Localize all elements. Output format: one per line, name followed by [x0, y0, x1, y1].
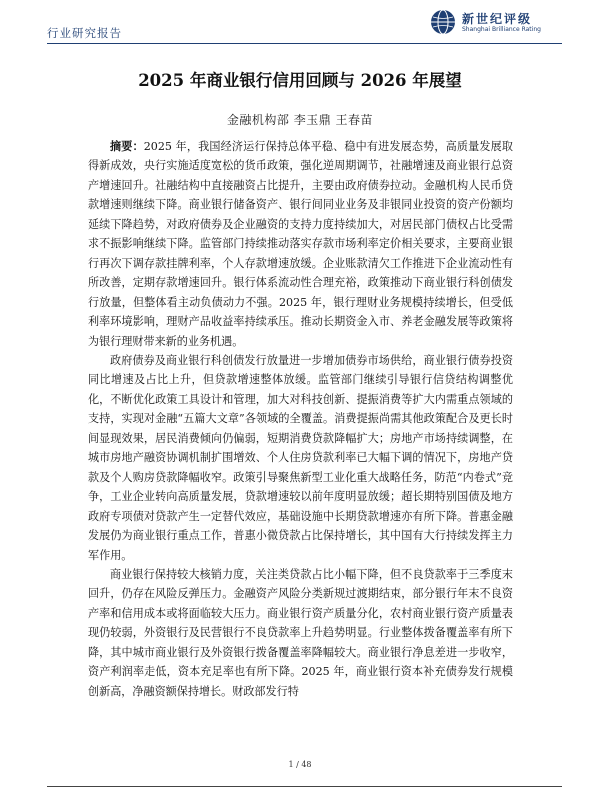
body-text: [88, 137, 513, 701]
report-title: 2025 年商业银行信用回顾与 2026 年展望: [138, 71, 462, 90]
logo-subtitle: Shanghai Brilliance Rating: [462, 26, 541, 33]
abstract-label: 摘要：: [110, 140, 144, 153]
logo-name: 新世纪评级: [462, 12, 533, 26]
authors: 金融机构部 李玉鼎 王春苗: [226, 113, 374, 127]
body-paragraph: 商业银行保持较大核销力度，关注类贷款占比小幅下降，但不良贷款率于三季度末回升，仍存在风险反弹压力。金融资产风险分类新规过渡期结束，部分银行年末不良资产率和信用成本或将面临较大压力。商业银行资产质量分化，农村商业银行资产质量表现仍较弱，外资银行及民营银行不良贷款率上升趋势明显。行业整体拨备覆盖率有所下降，其中城市商业银行及外资银行拨备覆盖率降幅较大。商业银行净息差进一步收窄，资产利润率走低，资本充足率也有所下降。2025 年，商业银行资本补充债券发行规模创新高，净融资额保持增长。财政部发行特: [88, 567, 513, 698]
header-rule: [47, 43, 562, 44]
footer-rule: [47, 786, 562, 787]
abstract-paragraph: [88, 137, 513, 351]
page-header: [47, 0, 562, 44]
page-number: 1 / 48: [288, 760, 312, 769]
body-paragraph: 政府债券及商业银行科创债发行放量进一步增加债券市场供给，商业银行债券投资同比增速及占比上升，但贷款增速整体放缓。监管部门继续引导银行信贷结构调整优化，不断优化政策工具设计和管理，加大对科技创新、提振消费等扩大内需重点领域的支持，实现对金融“五篇大文章”各领域的全覆盖。消费提振尚需其他政策配合及更长时间显现效果，居民消费倾向仍偏弱，短期消费贷款降幅扩大；房地产市场持续调整，在城市房地产融资协调机制扩围增效、个人住房贷款利率已大幅下调的情况下，房地产贷款及个人购房贷款降幅收窄。政策引导聚焦新型工业化重大战略任务，防范“内卷式”竞争，工业企业转向高质量发展，贷款增速较以前年度明显放缓；超长期特别国债及地方政府专项债对贷款产生一定替代效应，基础设施中长期贷款增速亦有所下降。普惠金融发展仍为商业银行重点工作，普惠小微贷款占比保持增长，其中国有大行持续发挥主力军作用。: [88, 353, 513, 562]
company-logo: [430, 9, 560, 37]
abstract-text: 2025 年，我国经济运行保持总体平稳、稳中有进发展态势，高质量发展取得新成效，央行实施适度宽松的货币政策，强化逆周期调节，社融增速及商业银行总资产增速回升。社融结构中直接融资占比提升，主要由政府债券拉动。金融机构人民币贷款增速则继续下降。商业银行储备资产、银行间同业业务及非银同业投资的资产份额均延续下降趋势，对政府债券及企业融资的支持力度持续加大，对居民部门债权占比受需求不振影响继续下降。监管部门持续推动落实存款市场利率定价相关要求，主要商业银行再次下调存款挂牌利率，个人存款增速放缓。企业账款清欠工作推进下企业流动性有所改善，定期存款增速回升。银行体系流动性合理充裕，政策推动下商业银行科创债发行放量，但整体看主动负债动力不强。2025 年，银行理财业务规模持续增长，但受低利率环境影响，理财产品收益率持续承压。推动长期资金入市、养老金融发展等政策将为银行理财带来新的业务机遇。: [88, 140, 513, 348]
globe-logo-icon: [430, 9, 456, 35]
report-category: 行业研究报告: [47, 26, 122, 40]
